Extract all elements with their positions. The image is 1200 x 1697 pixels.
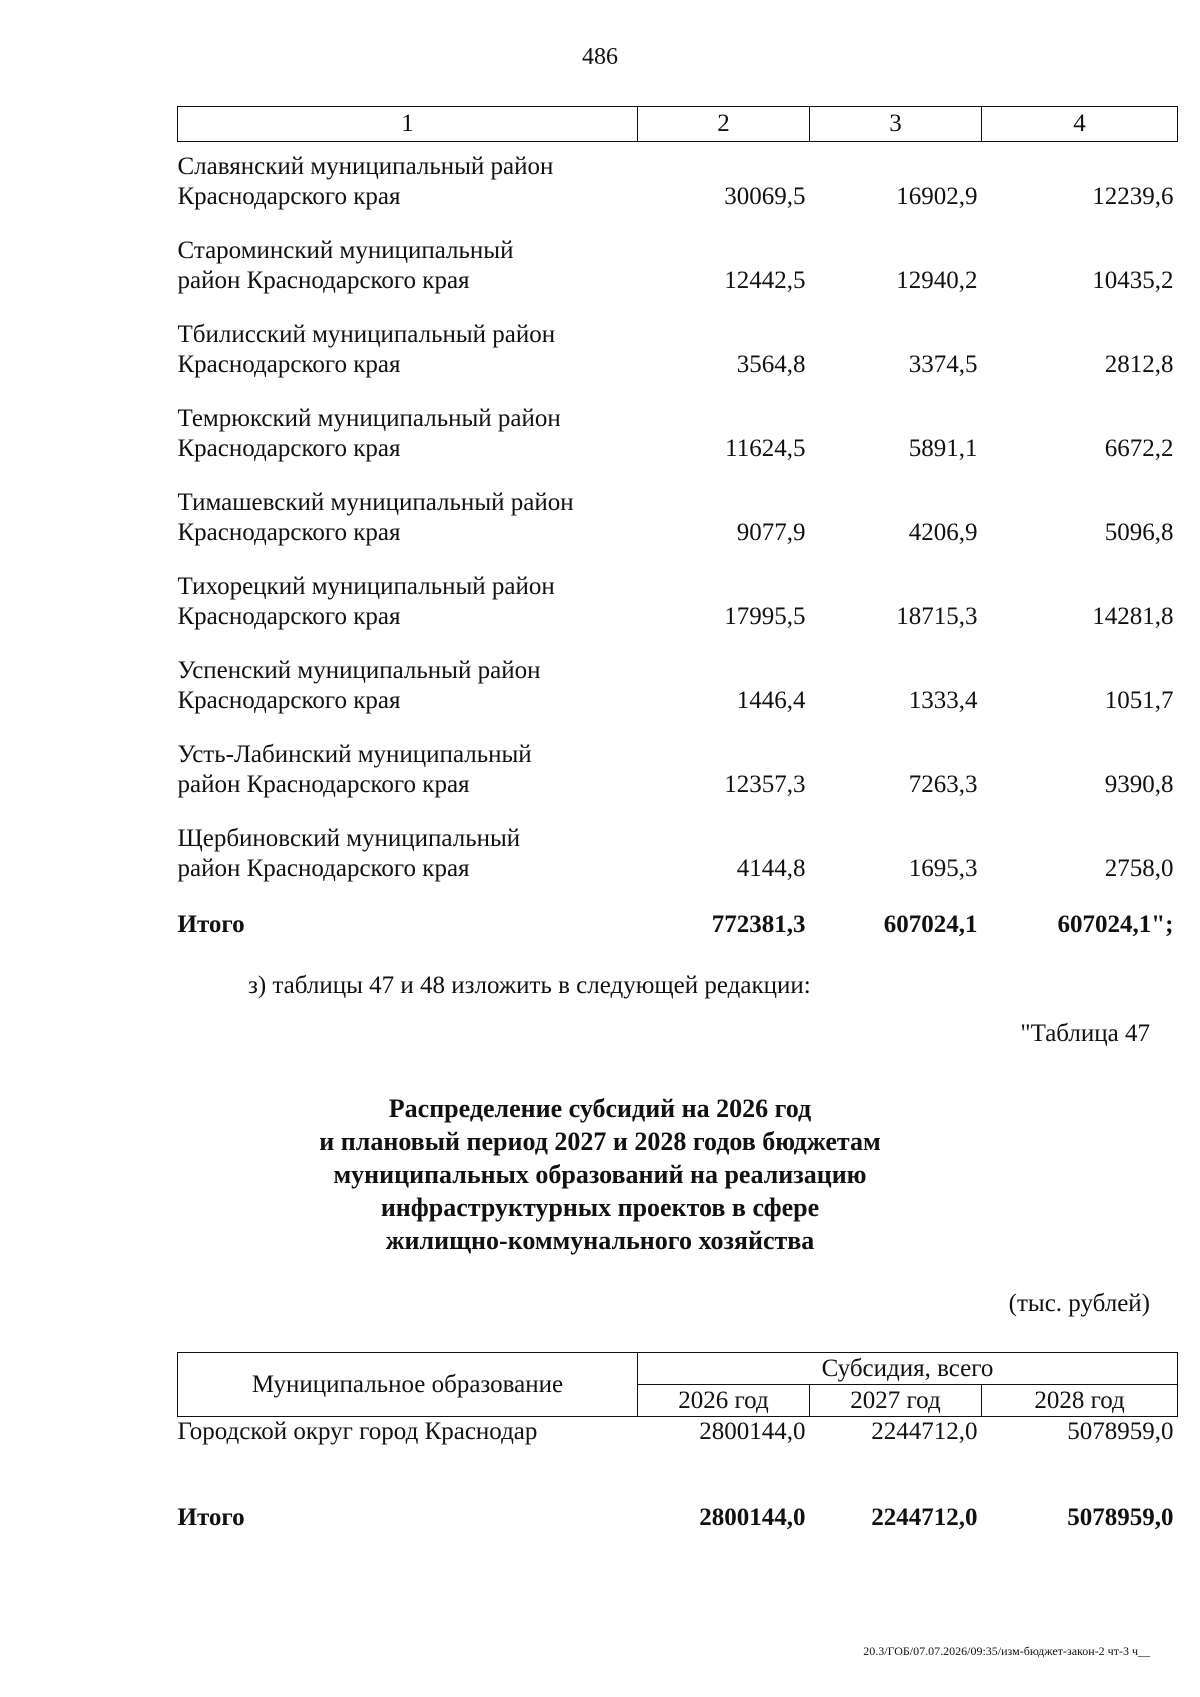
value-cell: 12357,3	[724, 771, 806, 798]
value-cell: 7263,3	[908, 771, 978, 798]
column-number-row	[178, 107, 1178, 142]
value-cell: 3374,5	[908, 351, 978, 378]
units-label: (тыс. рублей)	[1008, 1290, 1150, 1317]
heading-line: муниципальных образований на реализацию	[333, 1160, 867, 1189]
value-cell: 17995,5	[724, 603, 806, 630]
value-cell: 10435,2	[1092, 267, 1174, 294]
municipality-name: Тимашевский муниципальный район Краснодарского края	[177, 489, 574, 546]
total-value: 772381,3	[711, 911, 806, 938]
heading-line: Распределение субсидий на 2026 год	[388, 1094, 812, 1123]
value-cell: 2800144,0	[699, 1418, 806, 1445]
heading-line: жилищно-коммунального хозяйства	[385, 1226, 815, 1255]
municipality-name: Успенский муниципальный район Краснодарского края	[177, 657, 541, 714]
table-row	[178, 716, 1178, 800]
table-row	[178, 1417, 1178, 1462]
column-number: 3	[810, 107, 982, 142]
table-label: "Таблица 47	[1020, 1020, 1150, 1047]
municipality-name: Городской округ город Краснодар	[177, 1418, 538, 1445]
value-cell: 2758,0	[1104, 855, 1174, 882]
value-cell: 1333,4	[908, 687, 978, 714]
value-cell: 1446,4	[736, 687, 806, 714]
municipality-name: Усть-Лабинский муниципальный район Краснодарского края	[177, 741, 532, 798]
value-cell: 12940,2	[896, 267, 978, 294]
value-cell: 5096,8	[1104, 519, 1174, 546]
page-number: 486	[582, 44, 618, 70]
value-cell: 1051,7	[1104, 687, 1174, 714]
value-cell: 9077,9	[736, 519, 806, 546]
table-row	[178, 212, 1178, 296]
value-cell: 1695,3	[908, 855, 978, 882]
table-row	[178, 800, 1178, 884]
amendment-text: з) таблицы 47 и 48 изложить в следующей редакции:	[248, 972, 811, 999]
value-cell: 16902,9	[896, 183, 978, 210]
header-row	[178, 1353, 1178, 1385]
value-cell: 12239,6	[1092, 183, 1174, 210]
value-cell: 3564,8	[736, 351, 806, 378]
total-value: 2800144,0	[699, 1504, 806, 1531]
municipality-name: Славянский муниципальный район Краснодарского края	[177, 153, 554, 210]
value-cell: 2244712,0	[871, 1418, 978, 1445]
table-row	[178, 632, 1178, 716]
value-cell: 5078959,0	[1067, 1418, 1174, 1445]
value-cell: 4144,8	[736, 855, 806, 882]
year-column-header: 2027 год	[810, 1385, 982, 1417]
total-label: Итого	[177, 1504, 245, 1531]
column-number: 2	[638, 107, 810, 142]
total-value: 5078959,0	[1067, 1504, 1174, 1531]
total-row	[178, 1461, 1178, 1533]
table-row	[178, 296, 1178, 380]
value-cell: 18715,3	[896, 603, 978, 630]
value-cell: 4206,9	[908, 519, 978, 546]
table-row	[178, 464, 1178, 548]
value-cell: 9390,8	[1104, 771, 1174, 798]
column-number: 1	[178, 107, 638, 142]
year-column-header: 2026 год	[638, 1385, 810, 1417]
subsidy-group-header: Субсидия, всего	[638, 1353, 1178, 1385]
municipality-name: Темрюкский муниципальный район Краснодарского края	[177, 405, 561, 462]
value-cell: 12442,5	[724, 267, 806, 294]
year-column-header: 2028 год	[982, 1385, 1178, 1417]
municipality-name: Тихорецкий муниципальный район Краснодарского края	[177, 573, 555, 630]
value-cell: 14281,8	[1092, 603, 1174, 630]
value-cell: 5891,1	[908, 435, 978, 462]
total-value: 2244712,0	[871, 1504, 978, 1531]
municipality-name: Староминский муниципальный район Краснодарского края	[177, 237, 514, 294]
total-value: 607024,1";	[1057, 911, 1174, 938]
municipality-name: Щербиновский муниципальный район Краснодарского края	[177, 825, 521, 882]
total-label: Итого	[177, 911, 245, 938]
value-cell: 2812,8	[1104, 351, 1174, 378]
subsidy-table-47	[177, 1352, 1178, 1533]
table-row	[178, 548, 1178, 632]
table-heading	[0, 1092, 1200, 1257]
value-cell: 30069,5	[724, 183, 806, 210]
value-cell: 11624,5	[725, 435, 806, 462]
table-row	[178, 142, 1178, 213]
subsidy-table-continued	[177, 106, 1178, 940]
municipality-name: Тбилисский муниципальный район Краснодарского края	[177, 321, 556, 378]
document-footer-code: 20.3/ГОБ/07.07.2026/09:35/изм-бюджет-закон-2 чт-3 ч__	[863, 1644, 1150, 1658]
total-row	[178, 884, 1178, 940]
table-row	[178, 380, 1178, 464]
heading-line: и плановый период 2027 и 2028 годов бюджетам	[319, 1127, 881, 1156]
heading-line: инфраструктурных проектов в сфере	[380, 1193, 820, 1222]
municipality-column-header: Муниципальное образование	[178, 1353, 638, 1417]
column-number: 4	[982, 107, 1178, 142]
value-cell: 6672,2	[1104, 435, 1174, 462]
total-value: 607024,1	[883, 911, 978, 938]
